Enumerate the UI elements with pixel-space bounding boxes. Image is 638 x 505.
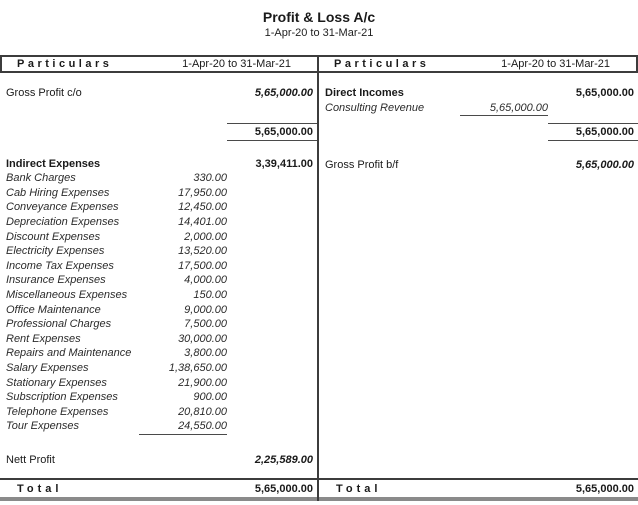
bottom-border-band <box>0 497 317 501</box>
expense-label: Discount Expenses <box>6 230 101 243</box>
expense-label: Subscription Expenses <box>6 391 118 404</box>
right-section-subtotal-amount: 5,65,000.00 <box>548 123 638 141</box>
expense-amount: 17,950.00 <box>178 186 227 199</box>
report-period-subtitle: 1-Apr-20 to 31-Mar-21 <box>264 27 374 39</box>
gross-profit-co-amount: 5,65,000.00 <box>254 87 313 99</box>
expense-items-list <box>0 171 317 435</box>
expense-row[interactable] <box>0 405 317 420</box>
gross-profit-co-row[interactable] <box>0 86 317 101</box>
report-table <box>0 55 638 501</box>
expense-label: Stationary Expenses <box>6 376 107 389</box>
expense-row[interactable] <box>0 200 317 215</box>
incomes-column <box>319 55 638 501</box>
direct-incomes-label: Direct Incomes <box>325 87 404 99</box>
expense-amount: 30,000.00 <box>178 332 227 345</box>
right-total-label: Total <box>336 482 382 495</box>
expense-row[interactable] <box>0 215 317 230</box>
expenses-column <box>0 55 319 501</box>
expense-amount: 330.00 <box>193 172 227 185</box>
expense-row[interactable] <box>0 332 317 347</box>
direct-incomes-amount: 5,65,000.00 <box>575 87 634 99</box>
left-total-row[interactable] <box>0 478 317 497</box>
expense-amount: 150.00 <box>193 288 227 301</box>
expense-amount: 17,500.00 <box>178 259 227 272</box>
expense-label: Miscellaneous Expenses <box>6 288 128 301</box>
gross-profit-co-label: Gross Profit c/o <box>6 87 82 99</box>
left-particulars-header: Particulars <box>17 58 113 70</box>
expense-label: Income Tax Expenses <box>6 259 114 272</box>
left-column-body <box>0 73 317 478</box>
gross-profit-bf-row[interactable] <box>319 158 638 173</box>
expense-row[interactable] <box>0 171 317 186</box>
bottom-border-band <box>319 497 638 501</box>
expense-label: Conveyance Expenses <box>6 201 119 214</box>
expense-label: Electricity Expenses <box>6 245 105 258</box>
left-total-label: Total <box>17 482 63 495</box>
expense-amount: 7,500.00 <box>184 318 227 331</box>
expense-label: Rent Expenses <box>6 332 81 345</box>
nett-profit-label: Nett Profit <box>6 453 55 466</box>
expense-row[interactable] <box>0 303 317 318</box>
expense-row[interactable] <box>0 244 317 259</box>
right-period-header: 1-Apr-20 to 31-Mar-21 <box>501 58 610 70</box>
expense-amount: 2,000.00 <box>184 230 227 243</box>
expense-amount: 24,550.00 <box>139 419 227 435</box>
consulting-revenue-row[interactable] <box>319 101 638 117</box>
left-section-subtotal-amount: 5,65,000.00 <box>227 123 317 141</box>
gross-profit-bf-amount: 5,65,000.00 <box>575 159 634 172</box>
expense-row[interactable] <box>0 346 317 361</box>
expense-row[interactable] <box>0 230 317 245</box>
expense-amount: 14,401.00 <box>178 215 227 228</box>
consulting-revenue-label: Consulting Revenue <box>325 101 425 114</box>
expense-amount: 1,38,650.00 <box>168 361 227 374</box>
left-column-header <box>0 55 317 73</box>
nett-profit-amount: 2,25,589.00 <box>254 453 313 466</box>
expense-label: Cab Hiring Expenses <box>6 186 110 199</box>
nett-profit-row[interactable] <box>0 453 317 468</box>
expense-label: Repairs and Maintenance <box>6 347 132 360</box>
expense-amount: 12,450.00 <box>178 201 227 214</box>
expense-label: Office Maintenance <box>6 303 101 316</box>
left-total-amount: 5,65,000.00 <box>254 482 313 495</box>
page-title: Profit & Loss A/c <box>262 9 376 25</box>
expense-label: Bank Charges <box>6 172 76 185</box>
report-title-block <box>0 0 638 41</box>
expense-amount: 13,520.00 <box>178 245 227 258</box>
expense-row[interactable] <box>0 361 317 376</box>
expense-amount: 900.00 <box>193 391 227 404</box>
expense-amount: 4,000.00 <box>184 274 227 287</box>
expense-amount: 20,810.00 <box>178 405 227 418</box>
expense-amount: 21,900.00 <box>178 376 227 389</box>
expense-label: Tour Expenses <box>6 420 79 433</box>
indirect-expenses-row[interactable] <box>0 157 317 172</box>
expense-label: Telephone Expenses <box>6 405 109 418</box>
right-total-row[interactable] <box>319 478 638 497</box>
expense-amount: 9,000.00 <box>184 303 227 316</box>
indirect-expenses-amount: 3,39,411.00 <box>255 157 313 170</box>
consulting-revenue-amount: 5,65,000.00 <box>460 101 548 117</box>
expense-row[interactable] <box>0 288 317 303</box>
right-column-body <box>319 73 638 478</box>
right-column-header <box>319 55 638 73</box>
expense-label: Salary Expenses <box>6 361 89 374</box>
gross-profit-bf-label: Gross Profit b/f <box>325 159 399 172</box>
expense-row[interactable] <box>0 419 317 435</box>
indirect-expenses-label: Indirect Expenses <box>6 157 101 170</box>
expense-row[interactable] <box>0 186 317 201</box>
expense-amount: 3,800.00 <box>184 347 227 360</box>
expense-row[interactable] <box>0 273 317 288</box>
expense-row[interactable] <box>0 376 317 391</box>
right-total-amount: 5,65,000.00 <box>575 482 634 495</box>
expense-label: Depreciation Expenses <box>6 215 120 228</box>
left-period-header: 1-Apr-20 to 31-Mar-21 <box>182 58 291 70</box>
left-section-subtotal-row <box>0 123 317 141</box>
expense-row[interactable] <box>0 390 317 405</box>
right-section-subtotal-row <box>319 123 638 141</box>
expense-label: Insurance Expenses <box>6 274 106 287</box>
expense-label: Professional Charges <box>6 318 112 331</box>
expense-row[interactable] <box>0 259 317 274</box>
direct-incomes-row[interactable] <box>319 86 638 101</box>
expense-row[interactable] <box>0 317 317 332</box>
right-particulars-header: Particulars <box>334 58 430 70</box>
